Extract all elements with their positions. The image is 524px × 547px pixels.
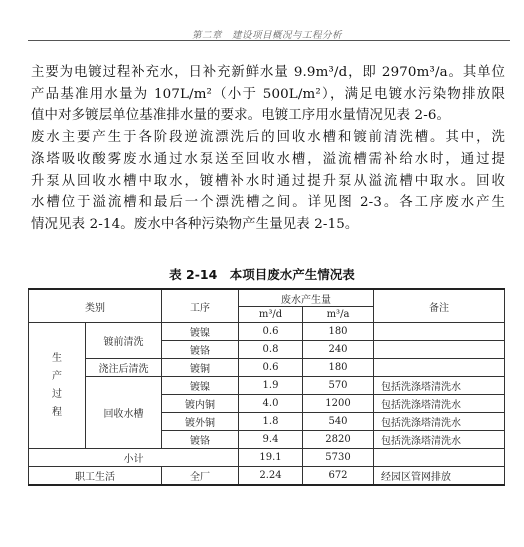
cell-annual: 570	[303, 377, 374, 395]
paragraph-line: 涤塔吸收酸雾废水通过水泵送至回收水槽，溢流槽需补给水时，通过提	[31, 151, 505, 167]
subtotal-row	[29, 449, 505, 467]
cell-process: 镀镍	[162, 377, 239, 395]
cell-daily: 1.9	[239, 377, 303, 395]
page-header	[28, 0, 510, 41]
chapter-title: 第二章 建设项目概况与工程分析	[191, 30, 342, 41]
paragraph-line: 主要为电镀过程补充水，日补充新鲜水量 9.9m³/d，即 2970m³/a。其单位	[31, 65, 505, 80]
cell-daily: 0.6	[239, 323, 303, 341]
header-unit-day: m³/d	[239, 307, 303, 323]
header-wastewater: 废水产生量	[239, 289, 374, 307]
cell-daily: 0.8	[239, 341, 303, 359]
cell-annual: 2820	[303, 431, 374, 449]
group-label-char: 程	[52, 406, 62, 418]
sub-post-wash: 浇注后清洗	[86, 359, 162, 377]
paragraph-line: 产品基准用水量为 107L/m²（小于 500L/m²），满足电镀水污染物排放限	[31, 86, 505, 102]
staff-process: 全厂	[162, 467, 239, 486]
group-label-char: 过	[52, 388, 62, 400]
header-remarks: 备注	[374, 289, 505, 323]
cell-note: 包括洗涤塔清洗水	[374, 413, 505, 431]
table-header-row	[29, 289, 505, 307]
group-label-char: 产	[52, 370, 62, 382]
paragraph-line: 情况见表 2-14。废水中各种污染物产生量见表 2-15。	[31, 216, 359, 232]
cell-annual: 540	[303, 413, 374, 431]
cell-process: 镀外铜	[162, 413, 239, 431]
cell-daily: 4.0	[239, 395, 303, 413]
cell-process: 镀内铜	[162, 395, 239, 413]
header-category: 类别	[29, 289, 162, 323]
cell-note	[374, 341, 505, 359]
cell-annual: 1200	[303, 395, 374, 413]
table-row	[29, 359, 505, 377]
cell-daily: 9.4	[239, 431, 303, 449]
cell-process: 镀镍	[162, 323, 239, 341]
cell-process: 镀铜	[162, 359, 239, 377]
subtotal-daily: 19.1	[239, 449, 303, 467]
paragraph-line: 升泵从回收水槽中取水，镀槽补水时通过提升泵从溢流槽中取水。回收	[31, 173, 505, 189]
table-row	[29, 377, 505, 395]
cell-note	[374, 359, 505, 377]
subtotal-note	[374, 449, 505, 467]
cell-note: 包括洗涤塔清洗水	[374, 431, 505, 449]
cell-process: 镀铬	[162, 431, 239, 449]
paragraph-line: 值中对多镀层单位基准排水量的要求。电镀工序用水量情况见表 2-6。	[31, 108, 451, 124]
cell-note: 包括洗涤塔清洗水	[374, 395, 505, 413]
staff-label: 职工生活	[29, 467, 162, 486]
cell-annual: 180	[303, 359, 374, 377]
cell-annual: 240	[303, 341, 374, 359]
paragraph-line: 水槽位于溢流槽和最后一个漂洗槽之间。详见图 2-3。各工序废水产生	[31, 195, 505, 211]
staff-annual: 672	[303, 467, 374, 486]
staff-row	[29, 467, 505, 486]
table-row	[29, 323, 505, 341]
cell-process: 镀铬	[162, 341, 239, 359]
sub-recovery: 回收水槽	[86, 377, 162, 449]
body-paragraph	[31, 62, 505, 236]
header-process: 工序	[162, 289, 239, 323]
cell-note: 包括洗涤塔清洗水	[374, 377, 505, 395]
cell-note	[374, 323, 505, 341]
group-label-cell	[29, 323, 86, 449]
table-caption: 表 2-14 本项目废水产生情况表	[169, 267, 355, 282]
sub-pre-wash: 镀前清洗	[86, 323, 162, 359]
paragraph-line: 废水主要产生于各阶段逆流漂洗后的回收水槽和镀前清洗槽。其中，洗	[31, 130, 505, 146]
cell-annual: 180	[303, 323, 374, 341]
subtotal-label: 小计	[29, 449, 239, 467]
subtotal-annual: 5730	[303, 449, 374, 467]
wastewater-table	[28, 288, 505, 486]
staff-note: 经园区管网排放	[374, 467, 505, 486]
group-label-char: 生	[52, 352, 62, 364]
cell-daily: 1.8	[239, 413, 303, 431]
staff-daily: 2.24	[239, 467, 303, 486]
header-unit-year: m³/a	[303, 307, 374, 323]
cell-daily: 0.6	[239, 359, 303, 377]
